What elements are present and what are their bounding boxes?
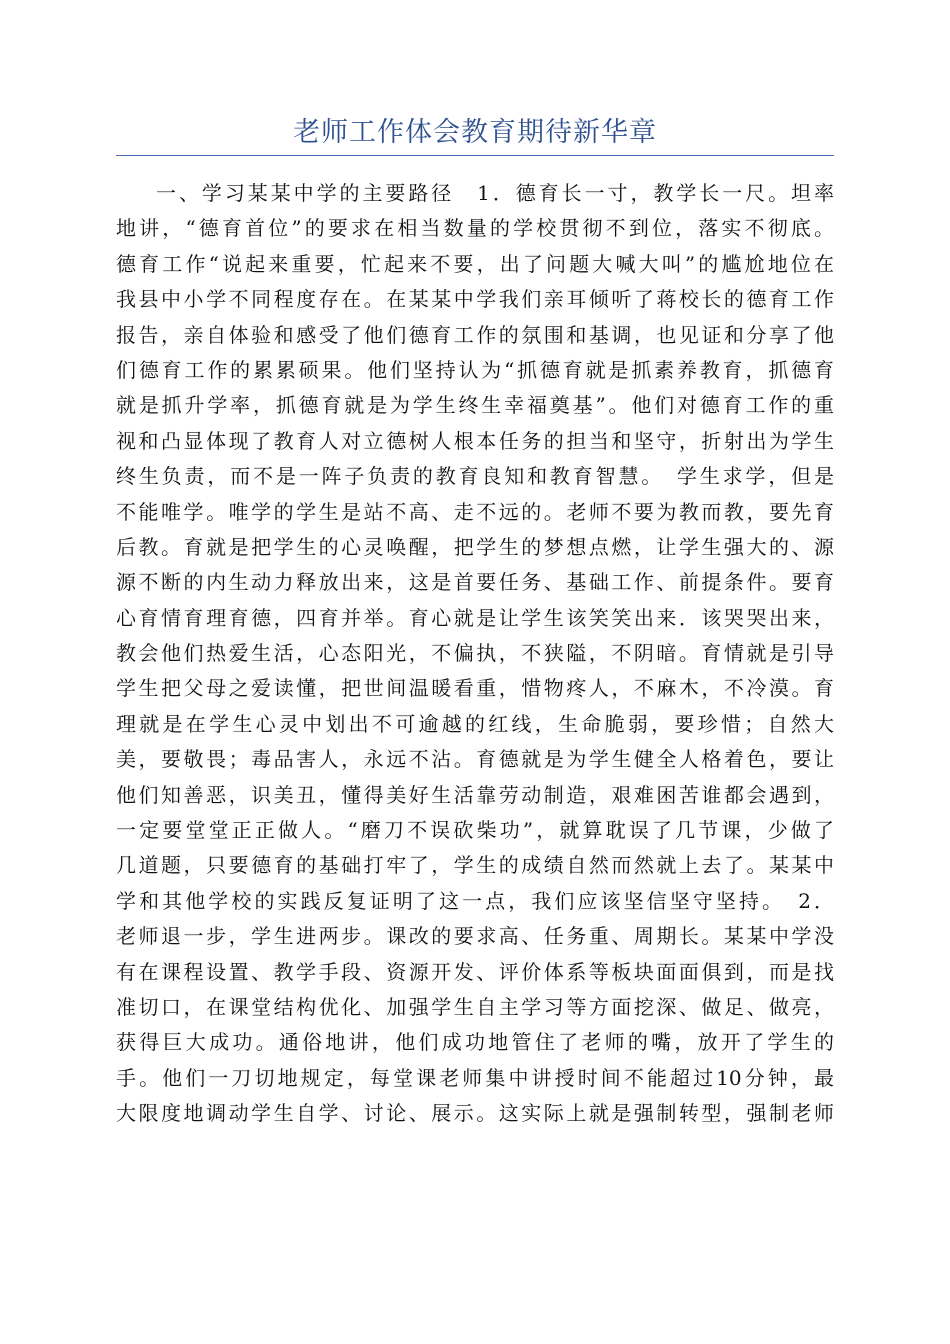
body-line: 几道题，只要德育的基础打牢了，学生的成绩自然而然就上去了。某某中 — [116, 853, 834, 878]
body-line: 视和凸显体现了教育人对立德树人根本任务的担当和坚守，折射出为学生 — [116, 428, 834, 453]
body-line: 大限度地调动学生自学、讨论、展示。这实际上就是强制转型，强制老师 — [116, 1101, 834, 1126]
body-line: 德育工作“说起来重要，忙起来不要，出了问题大喊大叫”的尴尬地位在 — [116, 251, 834, 276]
body-line: 学和其他学校的实践反复证明了这一点，我们应该坚信坚守坚持。 2． — [116, 888, 834, 913]
body-line: 报告，亲自体验和感受了他们德育工作的氛围和基调，也见证和分享了他 — [116, 322, 834, 347]
body-line: 有在课程设置、教学手段、资源开发、评价体系等板块面面俱到，而是找 — [116, 959, 834, 984]
body-line: 们德育工作的累累硕果。他们坚持认为“抓德育就是抓素养教育，抓德育 — [116, 357, 834, 382]
body-line: 老师退一步，学生进两步。课改的要求高、任务重、周期长。某某中学没 — [116, 924, 834, 949]
body-line: 终生负责，而不是一阵子负责的教育良知和教育智慧。 学生求学，但是 — [116, 464, 834, 489]
title-underline — [116, 155, 834, 156]
body-line: 心育情育理育德，四育并举。育心就是让学生该笑笑出来．该哭哭出来， — [116, 605, 834, 630]
body-line: 我县中小学不同程度存在。在某某中学我们亲耳倾听了蒋校长的德育工作 — [116, 287, 834, 312]
body-line: 他们知善恶，识美丑，懂得美好生活靠劳动制造，艰难困苦谁都会遇到， — [116, 782, 834, 807]
body-line: 后教。育就是把学生的心灵唤醒，把学生的梦想点燃，让学生强大的、源 — [116, 534, 834, 559]
body-line: 理就是在学生心灵中划出不可逾越的红线，生命脆弱，要珍惜；自然大 — [116, 711, 834, 736]
body-line: 学生把父母之爱读懂，把世间温暖看重，惜物疼人，不麻木，不冷漠。育 — [116, 676, 834, 701]
document-title: 老师工作体会教育期待新华章 — [293, 117, 657, 148]
document-body — [116, 176, 834, 1132]
body-line: 不能唯学。唯学的学生是站不高、走不远的。老师不要为教而教，要先育 — [116, 499, 834, 524]
body-line: 一、学习某某中学的主要路径 1．德育长一寸，教学长一尺。坦率 — [156, 181, 834, 205]
body-line: 准切口，在课堂结构优化、加强学生自主学习等方面挖深、做足、做亮， — [116, 994, 834, 1019]
body-line: 地讲，“德育首位”的要求在相当数量的学校贯彻不到位，落实不彻底。 — [116, 216, 834, 241]
body-line: 就是抓升学率，抓德育就是为学生终生幸福奠基”。他们对德育工作的重 — [116, 393, 834, 418]
body-line: 教会他们热爱生活，心态阳光，不偏执，不狭隘，不阴暗。育情就是引导 — [116, 641, 834, 666]
body-line: 手。他们一刀切地规定，每堂课老师集中讲授时间不能超过10分钟，最 — [116, 1065, 834, 1090]
body-line: 源不断的内生动力释放出来，这是首要任务、基础工作、前提条件。要育 — [116, 570, 834, 595]
body-line: 获得巨大成功。通俗地讲，他们成功地管住了老师的嘴，放开了学生的 — [116, 1030, 834, 1055]
body-line: 一定要堂堂正正做人。“磨刀不误砍柴功”，就算耽误了几节课，少做了 — [116, 818, 834, 843]
body-line: 美，要敬畏；毒品害人，永远不沾。育德就是为学生健全人格着色，要让 — [116, 747, 834, 772]
